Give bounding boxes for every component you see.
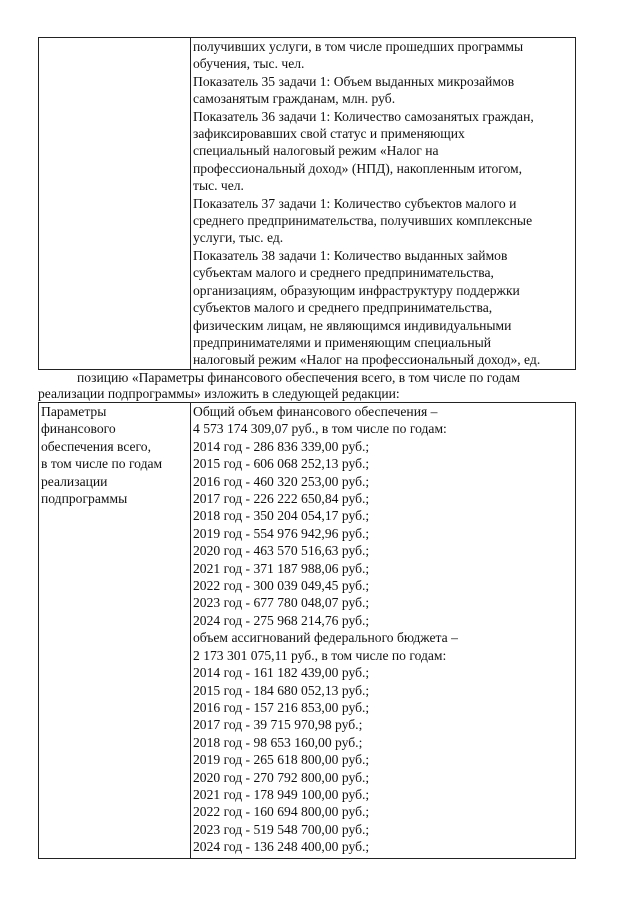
indicator-line: субъектам малого и среднего предпринимательства, <box>193 265 494 281</box>
finance-label-line: в том числе по годам <box>41 456 163 472</box>
finance-value-line: 2016 год - 460 320 253,00 руб.; <box>193 473 370 489</box>
indicator-line: зафиксировавших свой статус и применяющих <box>193 126 465 142</box>
finance-label-line: Параметры <box>41 404 107 419</box>
indicator-line: организациям, образующим инфраструктуру поддержки <box>193 282 520 298</box>
indicator-line: Показатель 38 задачи 1: Количество выданных займов <box>193 247 508 263</box>
finance-value-line: 2021 год - 371 187 988,06 руб.; <box>193 560 370 576</box>
finance-value-line: 2015 год - 184 680 052,13 руб.; <box>193 682 370 698</box>
indicator-line: Показатель 37 задачи 1: Количество субъектов малого и <box>193 195 517 211</box>
indicator-line: Показатель 35 задачи 1: Объем выданных микрозаймов <box>193 73 515 89</box>
finance-row <box>39 403 576 859</box>
finance-value-line: 2020 год - 270 792 800,00 руб.; <box>193 769 370 785</box>
indicators-table <box>38 37 576 370</box>
finance-value-line: 2017 год - 226 222 650,84 руб.; <box>193 491 370 507</box>
indicator-line: профессиональный доход» (НПД), накопленным итогом, <box>193 160 523 176</box>
finance-values-cell <box>191 403 576 859</box>
finance-value-line: 2018 год - 98 653 160,00 руб.; <box>193 734 363 750</box>
indicators-label-cell <box>39 38 191 370</box>
finance-value-line: 2016 год - 157 216 853,00 руб.; <box>193 699 370 715</box>
finance-value-line: 2024 год - 275 968 214,76 руб.; <box>193 612 370 628</box>
finance-value-line: 2022 год - 300 039 049,45 руб.; <box>193 578 370 594</box>
finance-value-line: 2021 год - 178 949 100,00 руб.; <box>193 786 370 802</box>
finance-value-line: 2017 год - 39 715 970,98 руб.; <box>193 717 363 733</box>
finance-value-line: 2015 год - 606 068 252,13 руб.; <box>193 456 370 472</box>
finance-value-line: 2019 год - 265 618 800,00 руб.; <box>193 752 370 768</box>
finance-label-line: финансового <box>41 421 116 437</box>
finance-value-line: 2018 год - 350 204 054,17 руб.; <box>193 508 370 524</box>
finance-value-line: 2022 год - 160 694 800,00 руб.; <box>193 804 370 820</box>
finance-label-cell <box>39 403 191 859</box>
indicator-line: физическим лицам, не являющимся индивидуальными <box>193 317 512 333</box>
indicator-line: специальный налоговый режим «Налог на <box>193 143 439 159</box>
finance-value-line: 2023 год - 519 548 700,00 руб.; <box>193 821 370 837</box>
indicator-line: субъектов малого и среднего предпринимательства, <box>193 300 493 316</box>
indicator-line: получивших услуги, в том числе прошедших программы <box>193 39 524 54</box>
indicator-line: самозанятым гражданам, млн. руб. <box>193 91 396 107</box>
indicator-line: услуги, тыс. ед. <box>193 230 284 246</box>
instruction-line: позицию «Параметры финансового обеспечения всего, в том числе по годам <box>77 370 520 385</box>
finance-value-line: объем ассигнований федерального бюджета – <box>193 630 458 646</box>
indicator-line: обучения, тыс. чел. <box>193 56 305 72</box>
finance-value-line: 2020 год - 463 570 516,63 руб.; <box>193 543 370 559</box>
finance-label-line: подпрограммы <box>41 491 128 507</box>
finance-value-line: 2019 год - 554 976 942,96 руб.; <box>193 525 370 541</box>
instruction-line: реализации подпрограммы» изложить в следующей редакции: <box>38 385 400 401</box>
finance-label-line: реализации <box>41 473 108 489</box>
finance-value-line: 2 173 301 075,11 руб., в том числе по годам: <box>193 647 447 663</box>
indicator-line: Показатель 36 задачи 1: Количество самозанятых граждан, <box>193 108 534 124</box>
finance-label-line: обеспечения всего, <box>41 438 151 454</box>
indicators-text-cell <box>191 38 576 370</box>
finance-value-line: 2023 год - 677 780 048,07 руб.; <box>193 595 370 611</box>
instruction-paragraph <box>38 370 571 402</box>
indicator-line: тыс. чел. <box>193 178 244 194</box>
finance-value-line: 2014 год - 286 836 339,00 руб.; <box>193 438 370 454</box>
finance-table <box>38 402 576 859</box>
indicator-line: среднего предпринимательства, получивших комплексные <box>193 213 533 229</box>
finance-value-line: 2014 год - 161 182 439,00 руб.; <box>193 665 370 681</box>
indicator-line: предпринимателями и применяющим специальный <box>193 334 492 350</box>
finance-value-line: Общий объем финансового обеспечения – <box>193 404 438 419</box>
indicator-line: налоговый режим «Налог на профессиональный доход», ед. <box>193 352 541 368</box>
indicators-row <box>39 38 576 370</box>
finance-value-line: 2024 год - 136 248 400,00 руб.; <box>193 839 370 855</box>
finance-value-line: 4 573 174 309,07 руб., в том числе по годам: <box>193 421 447 437</box>
